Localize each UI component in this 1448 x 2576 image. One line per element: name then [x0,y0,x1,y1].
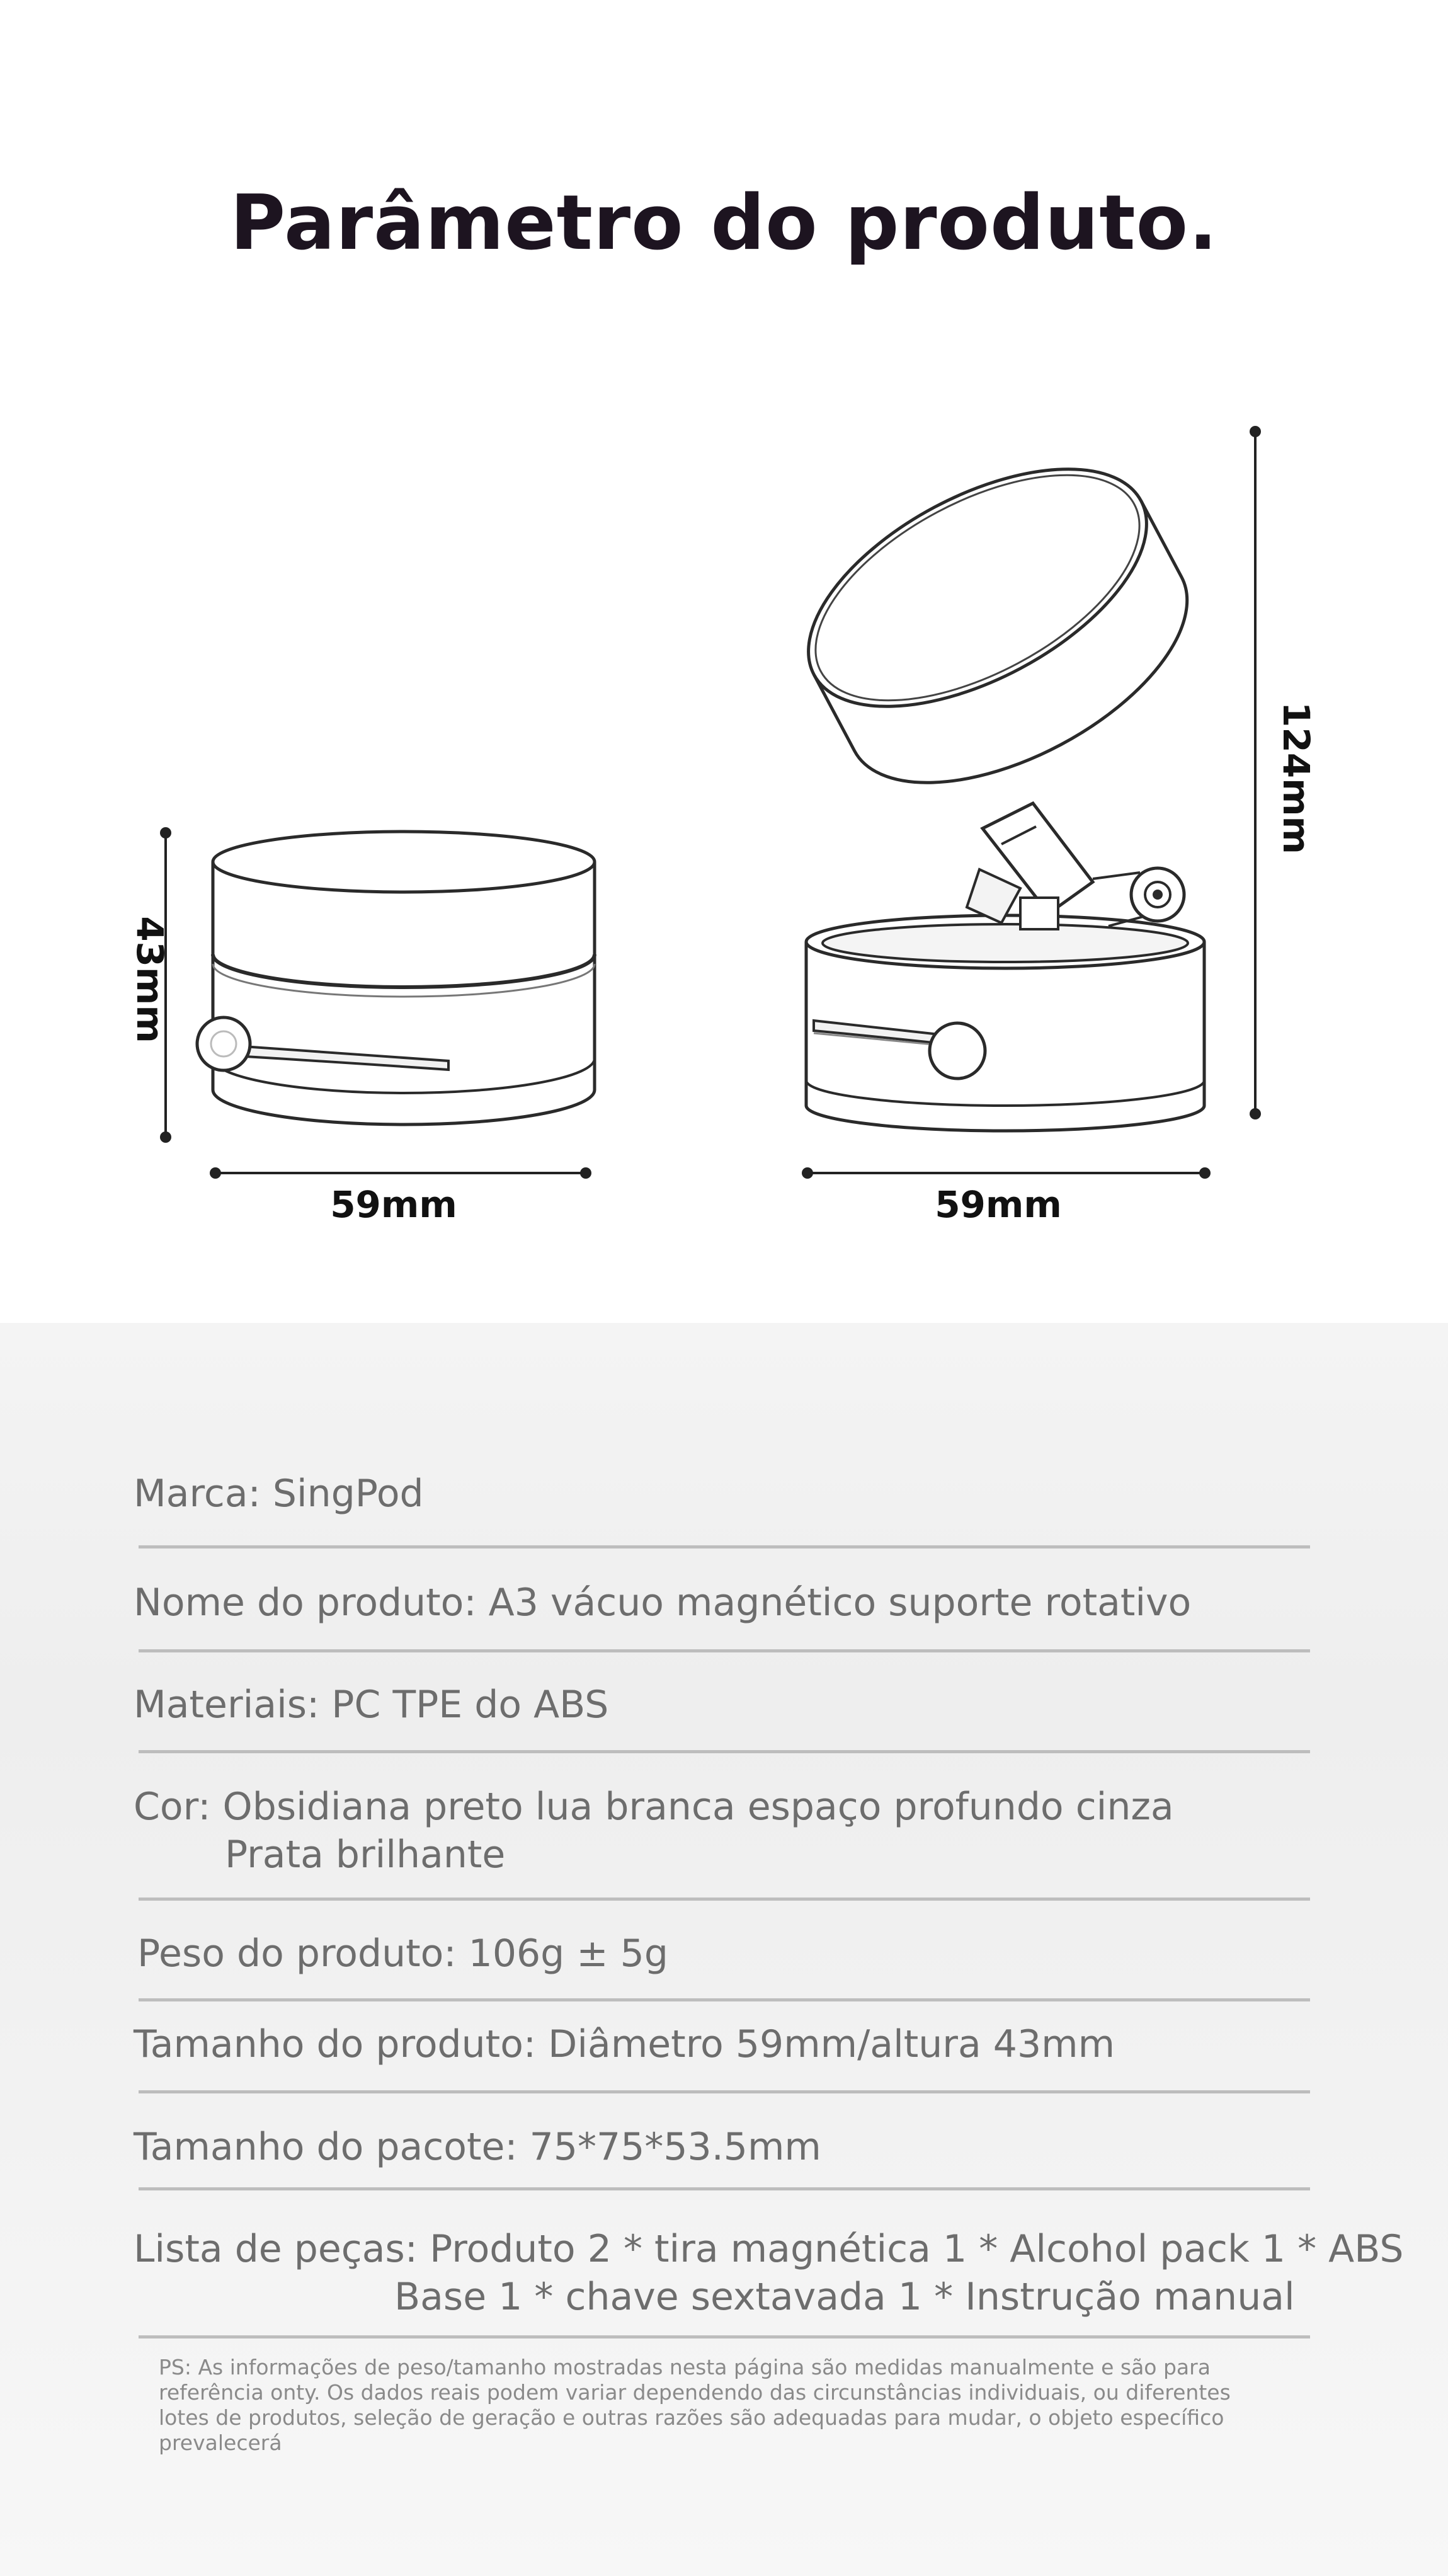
spec-materials: Materiais: PC TPE do ABS [134,1683,609,1727]
spec-product-size: Tamanho do produto: Diâmetro 59mm/altura 43mm [134,2022,1115,2066]
divider [139,2335,1310,2338]
closed-product-illustration [197,832,595,1125]
right-width-label: 59mm [935,1183,1062,1226]
divider [139,1649,1310,1652]
divider [139,1545,1310,1548]
left-height-label: 43mm [128,916,171,1043]
divider [139,1750,1310,1753]
spec-product-name: Nome do produto: A3 vácuo magnético suporte rotativo [134,1581,1192,1625]
open-product-illustration [771,420,1224,1131]
divider [139,1998,1310,2001]
spec-package-size: Tamanho do pacote: 75*75*53.5mm [134,2125,821,2169]
divider [139,2187,1310,2190]
spec-parts-list: Lista de peças: Produto 2 * tira magnética 1 * Alcohol pack 1 * ABS Base 1 * chave sextavada 1 * Instrução manual [134,2227,1404,2319]
page-title: Parâmetro do produto. [230,180,1218,268]
spec-brand: Marca: SingPod [134,1472,424,1516]
right-height-label: 124mm [1275,702,1318,854]
divider [139,2090,1310,2093]
divider [139,1898,1310,1901]
left-width-label: 59mm [330,1183,457,1226]
disclaimer-note: PS: As informações de peso/tamanho mostradas nesta página são medidas manualmente e são para referência onty. Os dados reais podem variar dependendo das circunstâncias individuais, ou diferentes lotes de produtos, seleção de geração e outras razões são adequadas para mudar, o objeto específico prevalecerá [159,2355,1231,2455]
spec-color: Cor: Obsidiana preto lua branca espaço profundo cinza Prata brilhante [134,1785,1174,1877]
spec-weight: Peso do produto: 106g ± 5g [137,1932,668,1976]
